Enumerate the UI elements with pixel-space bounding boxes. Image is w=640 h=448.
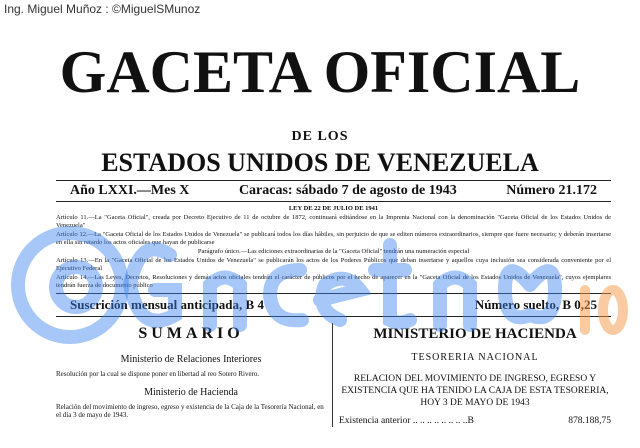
existencia-value: 878.188,75 (568, 416, 611, 426)
issue-number: Número 21.172 (506, 183, 597, 198)
issue-date: Caracas: sábado 7 de agosto de 1943 (238, 183, 457, 198)
columns (56, 317, 611, 427)
relation-title: RELACION DEL MOVIMIENTO DE INGRESO, EGRESO Y EXISTENCIA QUE HA TENIDO LA CAJA DE ESTA TESORERIA, HOY 3 DE MAYO DE 1943 (341, 374, 609, 408)
sumario-column (56, 323, 332, 427)
law-excerpt (56, 202, 611, 293)
masthead-de-los: DE LOS (291, 129, 349, 144)
ministry-heading: MINISTERIO DE HACIENDA (373, 326, 577, 342)
dateline (56, 181, 611, 201)
hacienda-column (332, 323, 611, 427)
law-article: Artículo 13.—En la "Gaceta Oficial de los Estados Unidos de Venezuela" se publicarán los actos de los Poderes Públicos que deban insertarse y aquellos cuya inclusión sea considerada conveniente por el Ejecutivo Federal (56, 257, 611, 272)
subscription-single: Número suelto, B 0,25 (474, 297, 597, 312)
sumario-section-text: Resolución por la cual se dispone poner en libertad al reo Sotero Rivero. (56, 370, 260, 378)
existencia-row (339, 415, 611, 427)
office-heading: TESORERIA NACIONAL (411, 352, 539, 363)
masthead-country: ESTADOS UNIDOS DE VENEZUELA (101, 148, 539, 177)
law-article: Artículo 14.—Las Leyes, Decretos, Resoluciones y demás actos oficiales tendrán el carácter de públicos por el hecho de aparecer en la "Gaceta Oficial de los Estados Unidos de Venezuela", cuyos ejemplares tendrán fuerza de documento público (56, 274, 611, 289)
law-article: Artículo 11.—La "Gaceta Oficial", creada por Decreto Ejecutivo de 11 de octubre de 1872, continuará editándose en la Imprenta Nacional con la denominación "Gaceta Oficial de los Estados Unidos de Venezuela" (56, 214, 611, 229)
subscription-monthly: Suscrición mensual anticipada, B 4 (70, 297, 264, 312)
main-content (56, 180, 611, 427)
sumario-section-text: Relación del movimiento de ingreso, egreso y existencia de la Caja de la Tesorería Nacional, en el día 3 de mayo de 1943. (56, 403, 324, 419)
sumario-section-heading: Ministerio de Hacienda (144, 387, 238, 398)
masthead-title: GACETA OFICIAL (59, 39, 581, 105)
sumario-title: SUMARIO (138, 325, 244, 342)
sumario-section-heading: Ministerio de Relaciones Interiores (120, 354, 262, 365)
credit-text: Ing. Miguel Muñoz : ©MiguelSMunoz (4, 2, 201, 16)
law-paragraph: Parágrafo único.—Las ediciones extraordinarias de la "Gaceta Oficial" tendrán una numeración especial (197, 248, 470, 255)
subscription-row (56, 294, 611, 316)
law-article: Artículo 12.—La "Gaceta Oficial de los Estados Unidos de Venezuela" se publicará todos los días hábiles, sin perjuicio de que se editen números extraordinarios, siempre que fuere necesario; y deberán insertarse en ella sin retardo los actos oficiales que hayan de publicarse (56, 231, 611, 246)
existencia-label: Existencia anterior .. .. .. .. .. .. .. ..B (339, 416, 474, 426)
law-heading: LEY DE 22 DE JULIO DE 1941 (288, 205, 379, 212)
issue-year: Año LXXI.—Mes X (70, 183, 190, 198)
